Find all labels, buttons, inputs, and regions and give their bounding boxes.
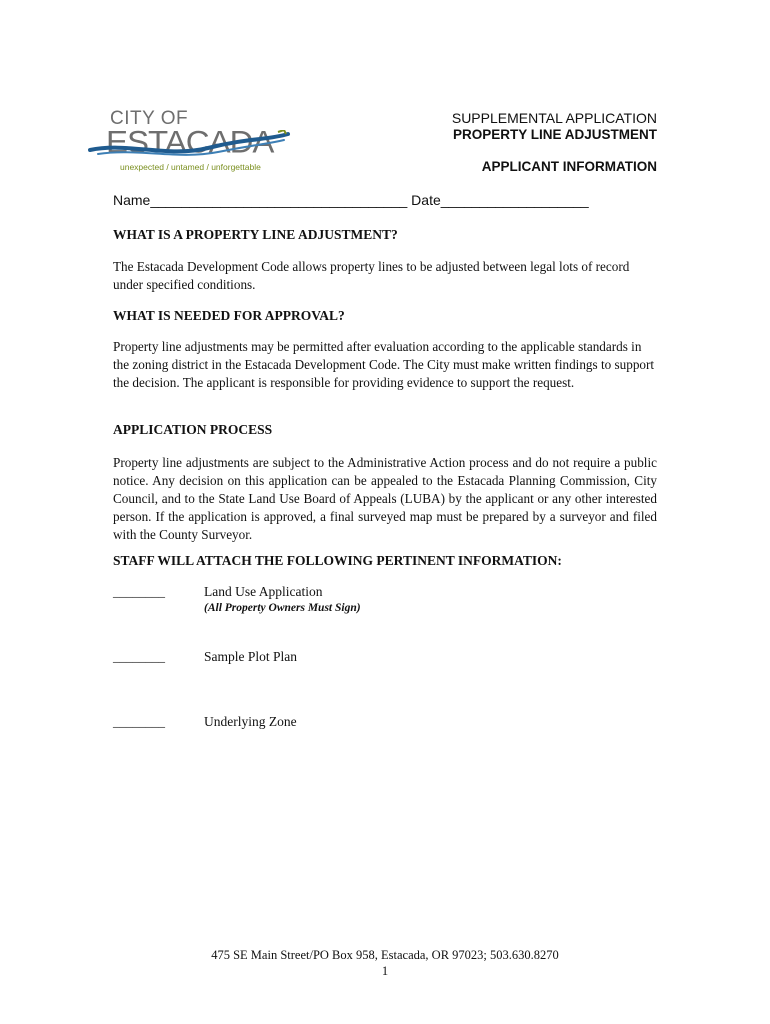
paragraph-process: Property line adjustments are subject to the Administrative Action process and do not require a public notice. Any decision on this application can be appealed to the Estacada Planning Commission, City Council, and to the State Land Use Board of Appeals (LUBA) by the applicant or any other interested person. If the application is approved, a final surveyed map must be prepared by a surveyor and filed with the County Surveyor. [113,455,657,542]
footer-address: 475 SE Main Street/PO Box 958, Estacada, OR 97023; 503.630.8270 [211,948,559,962]
paragraph-approval: Property line adjustments may be permitted after evaluation according to the applicable standards in the zoning district in the Estacada Development Code. The City must make written findings to support the decision. The applicant is responsible for providing evidence to support the request. [113,339,655,390]
header-title: PROPERTY LINE ADJUSTMENT [452,127,657,142]
checklist-blank-2: ________ [113,649,165,664]
checklist-note-1: (All Property Owners Must Sign) [204,602,361,614]
heading-approval: WHAT IS NEEDED FOR APPROVAL? [113,308,345,323]
heading-process: APPLICATION PROCESS [113,422,273,437]
checklist-blank-3: ________ [113,714,165,729]
paragraph-what-is: The Estacada Development Code allows property lines to be adjusted between legal lots of record under specified conditions. [113,259,630,292]
logo-tagline: unexpected / untamed / unforgettable [120,162,261,172]
checklist-label-2: Sample Plot Plan [204,649,298,664]
checklist-blank-1: ________ [113,584,165,599]
name-date-line: Name_________________________________ Date___________________ [113,192,589,208]
checklist-label-1: Land Use Application [204,584,323,599]
logo-city-of-text: CITY OF [110,108,189,129]
heading-staff: STAFF WILL ATTACH THE FOLLOWING PERTINENT INFORMATION: [113,553,562,568]
logo-water-swoosh-icon [88,130,293,164]
checklist-label-3: Underlying Zone [204,714,297,729]
header-supplemental: SUPPLEMENTAL APPLICATION [451,110,657,126]
page-number: 1 [381,964,389,978]
header-applicant-info: APPLICANT INFORMATION [481,159,657,174]
heading-what-is: WHAT IS A PROPERTY LINE ADJUSTMENT? [113,227,398,242]
logo-city-name: ESTACADA [106,124,274,160]
city-logo [88,104,298,176]
